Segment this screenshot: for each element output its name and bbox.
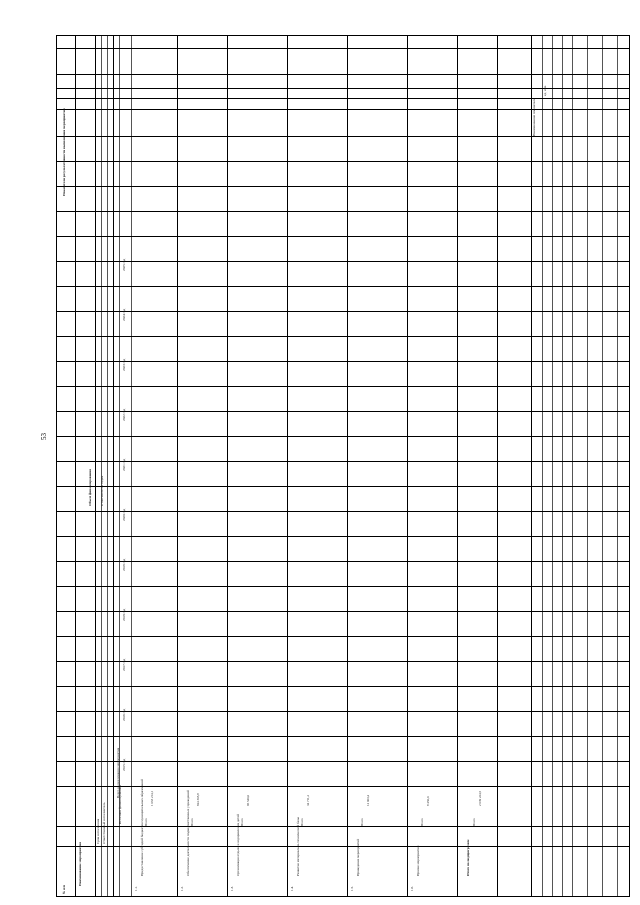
volume-title: Объем финансирования (88, 468, 92, 506)
row-no: 1.5. (350, 885, 354, 891)
indicator-name: Наименование показателя (532, 98, 536, 136)
row-name: Прочие мероприятия (416, 845, 420, 876)
row-no: 1.4. (290, 885, 294, 891)
header-period: Срок исполнения (96, 818, 100, 844)
row-total: 1 063 214,1 (150, 790, 154, 806)
year-col: 2021 год (122, 458, 126, 471)
year-col: 2019 год (122, 558, 126, 571)
year-col: 2018 год (122, 608, 126, 621)
row-total: 34 711,2 (306, 794, 310, 806)
row-source: Всего (472, 818, 476, 826)
row-name: Развитие материально-технической базы (296, 817, 300, 876)
row-source: Всего (144, 818, 148, 826)
row-total: 824 305,8 (196, 793, 200, 806)
row-source: Всего (420, 818, 424, 826)
year-col: 2024 год (122, 308, 126, 321)
row-total: 96 540,0 (246, 794, 250, 806)
years-title: в том числе по годам (100, 475, 104, 506)
year-col: 2020 год (122, 508, 126, 521)
row-source: Всего (360, 818, 364, 826)
page-number: 53 (40, 433, 48, 440)
rotated-table (56, 35, 630, 897)
year-col: 2025 год (122, 258, 126, 271)
row-source: Всего (240, 818, 244, 826)
header-executor: Ответственный исполнитель (102, 802, 106, 844)
indicator-title: Показатели результативности выполнения мероприятия (62, 108, 66, 196)
row-no: 1.2. (180, 885, 184, 891)
row-name: Предоставление субсидий бюджетам муниципальных образований (140, 779, 144, 876)
indicator-unit: ед. изм. (543, 85, 547, 96)
row-total: 12 003,4 (366, 794, 370, 806)
row-total: 2 039 224,5 (478, 790, 482, 806)
row-name: Проведение мероприятий (356, 838, 360, 876)
row-source: Всего (190, 818, 194, 826)
row-name: Итого по подпрограмме (466, 839, 470, 876)
row-total: 8 450,0 (426, 796, 430, 806)
row-name: Обеспечение деятельности подведомственных учреждений (186, 790, 190, 876)
row-no: 1.3. (230, 885, 234, 891)
year-col: 2017 год (122, 658, 126, 671)
header-total: Всего на реализацию мероприятия (116, 747, 120, 798)
row-no: 1.6. (410, 885, 414, 891)
year-col: 2016 год (122, 708, 126, 721)
year-col: 2015 год (122, 758, 126, 771)
header-no: № п/п (62, 884, 66, 894)
header-name: Наименование мероприятия (78, 842, 82, 886)
year-col: 2022 год (122, 408, 126, 421)
row-source: Всего (300, 818, 304, 826)
header-source: Источник финансирования (118, 785, 122, 824)
row-name: Организация отдыха и оздоровления детей (236, 814, 240, 876)
row-no: 1.1. (134, 885, 138, 891)
year-col: 2023 год (122, 358, 126, 371)
